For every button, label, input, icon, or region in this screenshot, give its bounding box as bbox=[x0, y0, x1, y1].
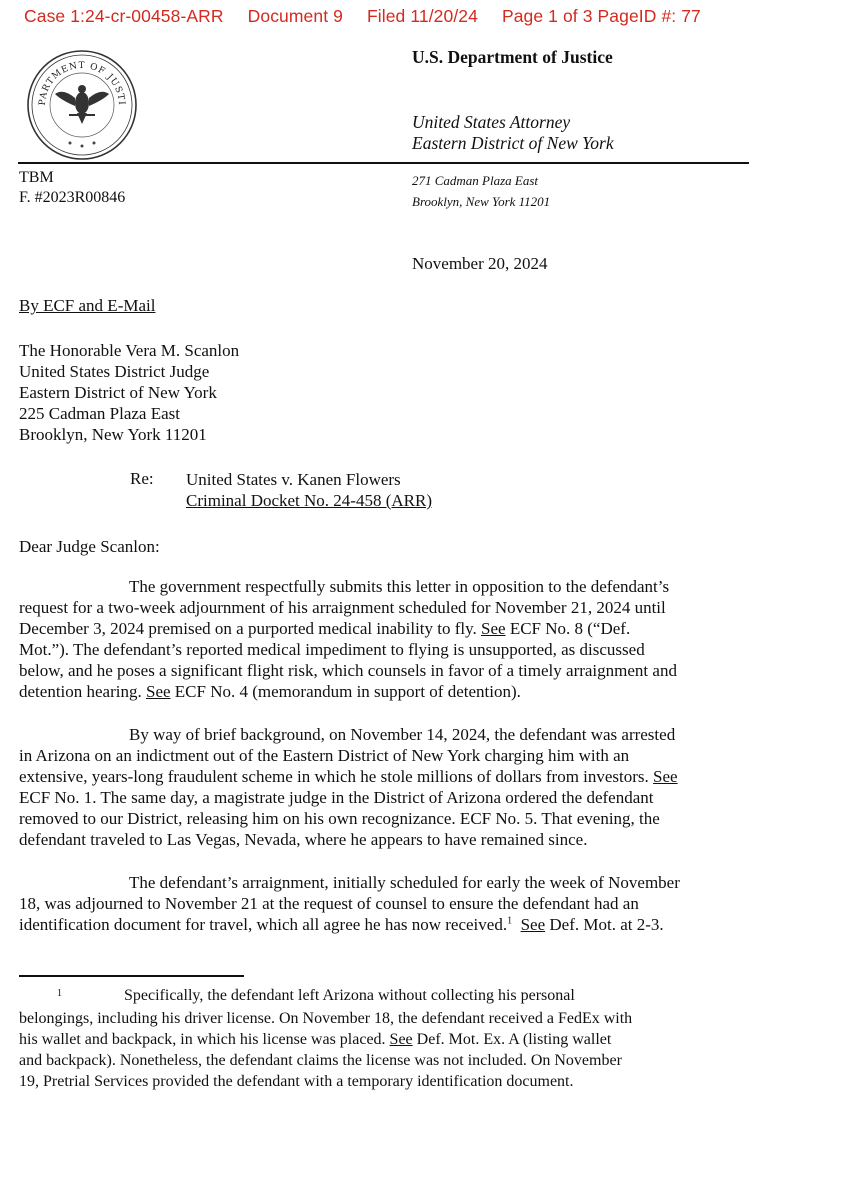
reference-block bbox=[19, 168, 125, 208]
svg-text:DEPARTMENT OF JUSTICE: PARTMENT OF JUSTI bbox=[37, 60, 127, 106]
addressee-line: The Honorable Vera M. Scanlon bbox=[19, 341, 240, 360]
text-line: $^1$ Specifically, the defendant left Arizona without collecting his personal bbox=[57, 987, 575, 1004]
ecf-document-number: Document 9 bbox=[247, 6, 343, 26]
text-line: identification document for travel, which all agree he has now received.$^1$ See Def. Mot. at 2-3. bbox=[19, 915, 664, 934]
footnote-divider bbox=[19, 975, 244, 977]
paragraph-background bbox=[19, 724, 759, 850]
text-line: 18, was adjourned to November 21 at the request of counsel to ensure the defendant had an bbox=[19, 894, 639, 913]
text-line: his wallet and backpack, in which his license was placed. See Def. Mot. Ex. A (listing wallet bbox=[19, 1031, 612, 1048]
re-label: Re: bbox=[130, 469, 154, 488]
paragraph-opposition bbox=[19, 576, 759, 702]
text-line: in Arizona on an indictment out of the Eastern District of New York charging him with an bbox=[19, 746, 630, 765]
department-title: U.S. Department of Justice bbox=[412, 47, 613, 67]
text-line: detention hearing. See ECF No. 4 (memorandum in support of detention). bbox=[19, 682, 521, 701]
delivery-method: By ECF and E-Mail bbox=[19, 296, 156, 315]
reference-initials: TBM bbox=[19, 169, 54, 186]
footnote bbox=[19, 985, 759, 1092]
letter-date: November 20, 2024 bbox=[412, 254, 548, 273]
text-line: below, and he poses a significant flight risk, which counsels in favor of a timely arraignment and bbox=[19, 661, 677, 680]
text-line: The defendant’s arraignment, initially scheduled for early the week of November bbox=[129, 873, 680, 892]
text-line: and backpack). Nonetheless, the defendant claims the license was not included. On November bbox=[19, 1052, 622, 1069]
re-subject bbox=[186, 469, 432, 511]
office-address bbox=[412, 170, 550, 212]
ecf-case-number: Case 1:24-cr-00458-ARR bbox=[24, 6, 224, 26]
footnote-reference: 1 bbox=[507, 915, 513, 927]
text-line: Mot.”). The defendant’s reported medical impediment to flying is unsupported, as discussed bbox=[19, 640, 645, 659]
text-line: removed to our District, releasing him on his own recognizance. ECF No. 5. That evening, the bbox=[19, 809, 660, 828]
reference-file-number: F. #2023R00846 bbox=[19, 189, 126, 206]
addressee-line: Eastern District of New York bbox=[19, 383, 217, 402]
address-line-2: Brooklyn, New York 11201 bbox=[412, 194, 551, 209]
footnote-number: 1 bbox=[57, 988, 62, 999]
salutation: Dear Judge Scanlon: bbox=[19, 537, 160, 556]
text-line: request for a two-week adjournment of his arraignment scheduled for November 21, 2024 until bbox=[19, 598, 666, 617]
text-line: belongings, including his driver license. On November 18, the defendant received a FedEx with bbox=[19, 1010, 633, 1027]
office-line-2: Eastern District of New York bbox=[412, 133, 614, 153]
ecf-page-id: Page 1 of 3 PageID #: 77 bbox=[501, 6, 701, 26]
text-line: defendant traveled to Las Vegas, Nevada, where he appears to have remained since. bbox=[19, 830, 588, 849]
paragraph-arraignment bbox=[19, 872, 759, 935]
see-signal: See bbox=[520, 915, 546, 934]
ecf-filed-date: Filed 11/20/24 bbox=[366, 6, 478, 26]
see-signal: See bbox=[146, 682, 171, 701]
office-line-1: United States Attorney bbox=[412, 112, 571, 132]
letterhead-divider bbox=[18, 162, 749, 164]
see-signal: See bbox=[389, 1031, 413, 1048]
office-name bbox=[412, 112, 614, 154]
text-line: The government respectfully submits this letter in opposition to the defendant’s bbox=[129, 577, 670, 596]
text-line: December 3, 2024 premised on a purported medical inability to fly. See ECF No. 8 (“Def. bbox=[19, 619, 631, 638]
doj-seal-icon bbox=[25, 48, 140, 163]
docket-number: Criminal Docket No. 24-458 (ARR) bbox=[186, 491, 432, 510]
address-line-1: 271 Cadman Plaza East bbox=[412, 173, 539, 188]
see-signal: See bbox=[653, 767, 678, 786]
addressee-line: United States District Judge bbox=[19, 362, 210, 381]
text-line: By way of brief background, on November 14, 2024, the defendant was arrested bbox=[129, 725, 676, 744]
text-line: extensive, years-long fraudulent scheme in which he stole millions of dollars from investors. See bbox=[19, 767, 678, 786]
text-line: ECF No. 1. The same day, a magistrate judge in the District of Arizona ordered the defendant bbox=[19, 788, 654, 807]
text-line: 19, Pretrial Services provided the defendant with a temporary identification document. bbox=[19, 1073, 574, 1090]
case-caption: United States v. Kanen Flowers bbox=[186, 470, 401, 489]
addressee-block bbox=[19, 340, 239, 445]
addressee-line: 225 Cadman Plaza East bbox=[19, 404, 180, 423]
addressee-line: Brooklyn, New York 11201 bbox=[19, 425, 207, 444]
see-signal: See bbox=[481, 619, 506, 638]
ecf-header bbox=[24, 6, 720, 27]
